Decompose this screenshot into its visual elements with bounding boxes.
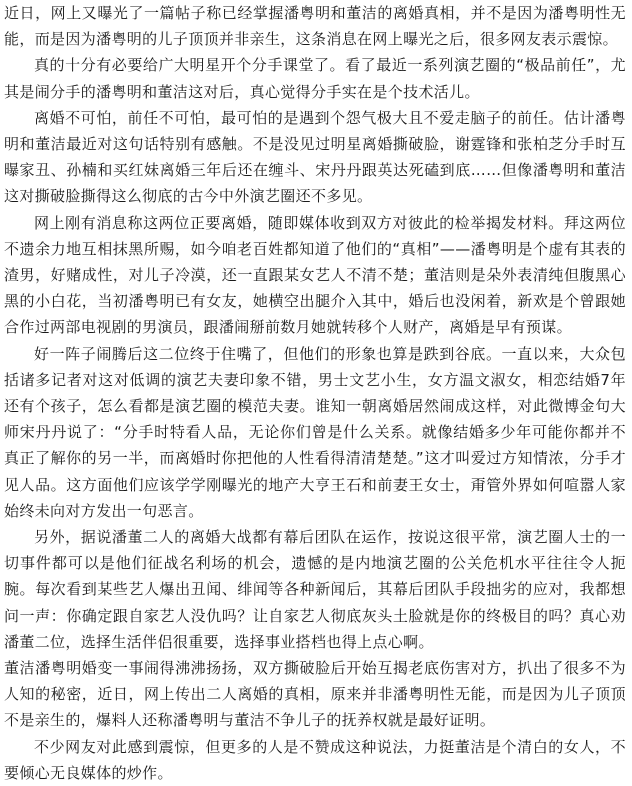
paragraph-ex-partners: 离婚不可怕，前任不可怕，最可怕的是遇到个怨气极大且不爱走脑子的前任。估计潘粤明和董洁最近对这句话特别有感触。不是没见过明星离婚撕破脸，谢霆锋和张柏芝分手时互曝家丑、孙楠和买红妹离婚三年后还在缠斗、宋丹丹跟英达死磕到底……但像潘粤明和董洁这对撕破脸撕得这么彻底的古今中外演艺圈还不多见。 xyxy=(4,108,626,206)
paragraph-pr-teams: 另外，据说潘董二人的离婚大战都有幕后团队在运作，按说这很平常，演艺圈人士的一切事件都可以是他们征战名利场的机会，遗憾的是内地演艺圈的公关危机水平往往令人扼腕。每次看到某些艺人爆出丑闻、绯闻等各种新闻后，其幕后团队手段拙劣的应对，我都想问一声：你确定跟自家艺人没仇吗？让自家艺人彻底灰头土脸就是你的终极目的吗？真心劝潘董二位，选择生活伴侣很重要，选择事业搭档也得上点心啊。 xyxy=(4,528,626,651)
article-body xyxy=(4,0,626,786)
paragraph-reaction: 不少网友对此感到震惊，但更多的人是不赞成这种说法，力挺董洁是个清白的女人，不要倾心无良媒体的炒作。 xyxy=(4,737,626,782)
paragraph-public-image: 好一阵子闹腾后这二位终于住嘴了，但他们的形象也算是跌到谷底。一直以来，大众包括诸多记者对这对低调的演艺夫妻印象不错，男士文艺小生，女方温文淑女，相恋结婚7年还有个孩子，怎么看都是演艺圈的模范夫妻。谁知一朝离婚居然闹成这样，对此微博金句大师宋丹丹说了：“分手时特看人品，无论你们曾是什么关系。就像结婚多少年可能你都并不真正了解你的另一半，而离婚时你把他的人性看得清清楚楚。”这才叫爱过方知情浓，分手才见人品。这方面他们应该学学刚曝光的地产大亨王石和前妻王女士，甭管外界如何喧嚣人家始终未向对方发出一句恶言。 xyxy=(4,344,626,520)
paragraph-accusations: 网上刚有消息称这两位正要离婚，随即媒体收到双方对彼此的检举揭发材料。拜这两位不遗余力地互相抹黑所赐，如今咱老百姓都知道了他们的“真相”——潘粤明是个虚有其表的渣男，好赌成性，对儿子冷漠，还一直跟某女艺人不清不楚；董洁则是朵外表清纯但腹黑心黑的小白花，当初潘粤明已有女友，她横空出腿介入其中，婚后也没闲着，新欢是个曾跟她合作过两部电视剧的男演员，跟潘闹掰前数月她就转移个人财产，离婚是早有预谋。 xyxy=(4,213,626,337)
paragraph-breakup-class: 真的十分有必要给广大明星开个分手课堂了。看了最近一系列演艺圈的“极品前任”，尤其是闹分手的潘粤明和董洁这对后，真心觉得分手实在是个技术活儿。 xyxy=(4,56,626,101)
paragraph-intro: 近日，网上又曝光了一篇帖子称已经掌握潘粤明和董洁的离婚真相，并不是因为潘粤明性无能，而是因为潘粤明的儿子顶顶并非亲生，这条消息在网上曝光之后，很多网友表示震惊。 xyxy=(4,4,626,49)
paragraph-rumor: 董洁潘粤明婚变一事闹得沸沸扬扬，双方撕破脸后开始互揭老底伤害对方，扒出了很多不为人知的秘密，近日，网上传出二人离婚的真相，原来并非潘粤明性无能，而是因为儿子顶顶不是亲生的，爆料人还称潘粤明与董洁不争儿子的抚养权就是最好证明。 xyxy=(4,659,626,730)
